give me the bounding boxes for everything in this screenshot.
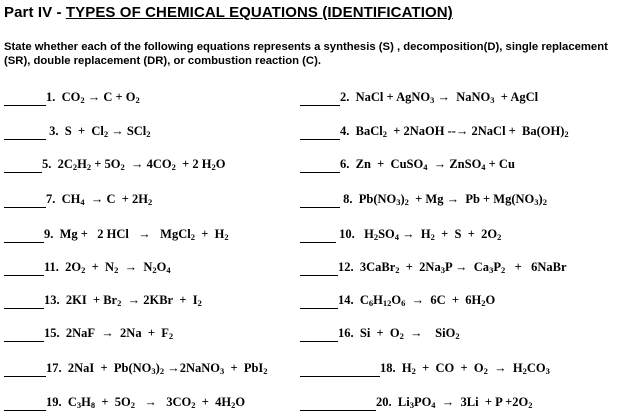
equation-12: 12. 3CaBr$_2$ + $2Na_3P \to Ca_3P_2$ + 6NaBr	[338, 260, 567, 275]
equation-3: 3. $S + Cl_2 \to SCl_2$	[46, 124, 151, 139]
answer-blank-8[interactable]	[300, 193, 340, 208]
question-20	[300, 393, 533, 411]
equation-20: 20. $Li_3PO_4 \to 3Li + P +2O_2$	[376, 395, 533, 410]
question-13	[4, 291, 202, 309]
title-prefix: Part IV -	[4, 4, 66, 21]
equation-19: 19. $C_3H_8 + 5O_2 \to 3CO_2 + 4H_2O$	[46, 395, 246, 410]
answer-blank-10[interactable]	[300, 228, 336, 243]
equation-13: 13. $2KI + Br_2 \to 2KBr + I_2$	[44, 293, 202, 308]
equation-17: 17. $2NaI + Pb(NO_3)_2$ →2NaNO$_3$ + PbI$_2$	[46, 361, 268, 376]
equation-10: 10. $H_2SO_4 \to H_2 + S + 2O_2$	[336, 227, 502, 242]
question-8	[300, 190, 547, 208]
question-16	[300, 324, 460, 342]
answer-blank-7[interactable]	[4, 193, 46, 208]
equation-15: 15. $2NaF \to 2Na + F_2$	[44, 326, 174, 341]
answer-blank-2[interactable]	[300, 91, 340, 106]
question-7	[4, 190, 152, 208]
question-10	[300, 225, 501, 243]
equation-7: 7. $CH_4 \to C + 2H_2$	[46, 192, 153, 207]
answer-blank-13[interactable]	[4, 294, 44, 309]
question-9	[4, 225, 229, 243]
instructions: State whether each of the following equations represents a synthesis (S) , decomposition(D), single replacement (SR), double replacement (DR), or combustion reaction (C).	[4, 41, 608, 67]
answer-blank-17[interactable]	[4, 362, 46, 377]
answer-blank-3[interactable]	[4, 125, 46, 140]
equation-6: 6. Zn + CuSO$_4$ → ZnSO$_4$ + Cu	[340, 157, 515, 172]
answer-blank-15[interactable]	[4, 327, 44, 342]
question-12	[300, 258, 567, 276]
answer-blank-5[interactable]	[4, 158, 42, 173]
answer-blank-20[interactable]	[300, 396, 376, 411]
answer-blank-11[interactable]	[4, 261, 44, 276]
question-5	[4, 155, 225, 173]
answer-blank-14[interactable]	[300, 294, 338, 309]
equation-9: 9. Mg + 2 HCl → MgCl$_2$ + $H_2$	[44, 227, 229, 242]
question-4	[300, 122, 569, 140]
equation-16: 16. $Si + O_2$ → SiO$_2$	[338, 326, 460, 341]
answer-blank-18[interactable]	[300, 362, 380, 377]
question-6	[300, 155, 515, 173]
answer-blank-4[interactable]	[300, 125, 340, 140]
page-title	[4, 4, 453, 21]
question-11	[4, 258, 171, 276]
question-15	[4, 324, 173, 342]
question-3	[4, 122, 151, 140]
equation-5: 5. $2C_2H_2 + 5O_2 \to 4CO_2 + 2$ $H_2O$	[42, 157, 226, 172]
answer-blank-9[interactable]	[4, 228, 44, 243]
question-19	[4, 393, 245, 411]
equation-8: 8. $Pb(NO_3)_2 + Mg \to Pb + Mg(NO_3)_2$	[340, 192, 547, 207]
question-17	[4, 359, 268, 377]
question-14	[300, 291, 495, 309]
equation-11: 11. $2O_2 + N_2 \to N_2O_4$	[44, 260, 171, 275]
answer-blank-6[interactable]	[300, 158, 340, 173]
answer-blank-12[interactable]	[300, 261, 338, 276]
equation-18: 18. $H_2$ + CO + $O_2 \to H_2CO_3$	[380, 361, 550, 376]
question-18	[300, 359, 550, 377]
question-2	[300, 88, 538, 106]
title-main: TYPES OF CHEMICAL EQUATIONS (IDENTIFICATION)	[65, 4, 453, 21]
equation-4: 4. BaCl$_2$ + 2NaOH --→ 2NaCl + $Ba(OH)_2$	[340, 124, 569, 139]
answer-blank-1[interactable]	[4, 91, 46, 106]
equation-14: 14. $C_6H_{12}O_6 \to 6C + 6H_2O$	[338, 293, 496, 308]
question-1	[4, 88, 140, 106]
answer-blank-16[interactable]	[300, 327, 338, 342]
equation-2: 2. NaCl + AgNO$_3$ → NaNO$_3$ + AgCl	[340, 90, 539, 105]
equation-1: 1. $CO_2 \to C + O_2$	[46, 90, 140, 105]
answer-blank-19[interactable]	[4, 396, 46, 411]
